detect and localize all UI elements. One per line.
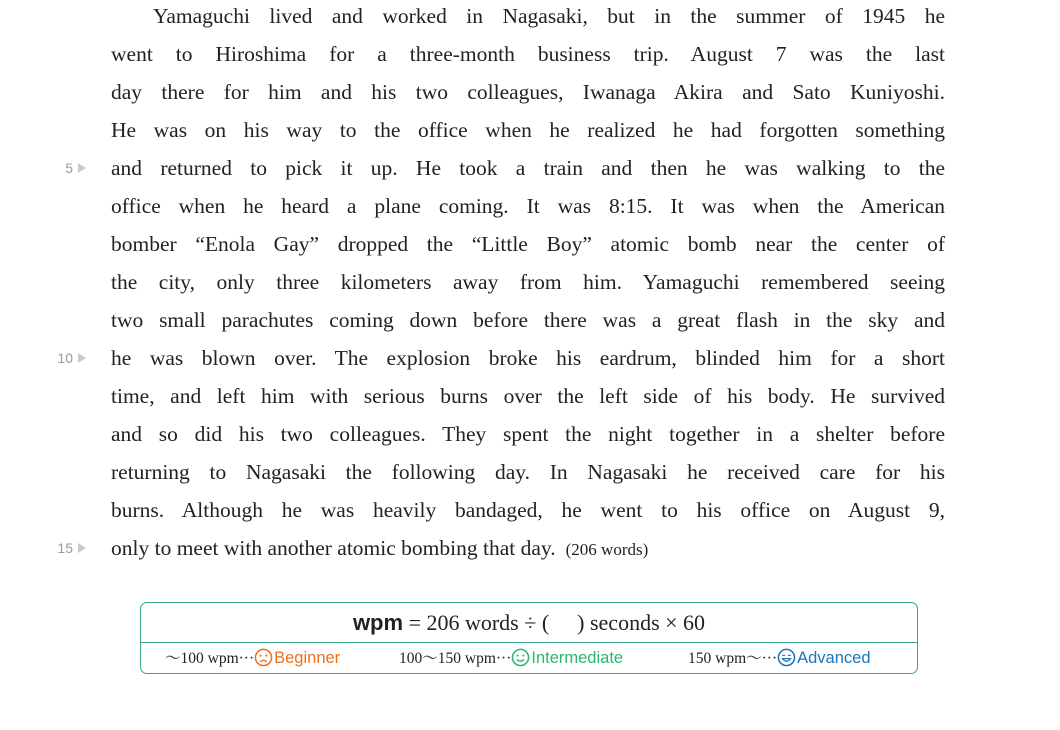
triangle-marker-icon: [78, 163, 86, 173]
line-number: 15: [57, 540, 73, 556]
sad-face-icon: [254, 648, 273, 667]
passage-line: He was on his way to the office when he realized he had forgotten something: [111, 118, 945, 142]
level-name: Advanced: [797, 649, 871, 667]
passage-line: Yamaguchi lived and worked in Nagasaki, but in the summer of 1945 he: [153, 4, 945, 28]
line-number-marker: [0, 529, 86, 567]
passage-line: two small parachutes coming down before there was a great flash in the sky and: [111, 308, 945, 332]
wpm-calculator-box: [140, 602, 918, 674]
level-range: ～100 wpm···: [165, 650, 255, 667]
level-range: 150 wpm～···: [688, 650, 778, 667]
passage-line-last: [111, 529, 945, 567]
level-name: Intermediate: [531, 649, 624, 667]
wpm-label: wpm: [352, 610, 404, 635]
passage-line: and returned to pick it up. He took a train and then he was walking to the: [111, 156, 945, 180]
passage-line: went to Hiroshima for a three-month business trip. August 7 was the last: [111, 42, 945, 66]
line-number: 10: [57, 350, 73, 366]
wpm-formula: [141, 603, 917, 643]
passage-line: bomber “Enola Gay” dropped the “Little Boy” atomic bomb near the center of: [111, 232, 945, 256]
passage-line: and so did his two colleagues. They spent the night together in a shelter before: [111, 422, 945, 446]
smile-face-icon: [511, 648, 530, 667]
level-beginner: [165, 643, 340, 674]
triangle-marker-icon: [78, 543, 86, 553]
line-number: 5: [65, 160, 73, 176]
grin-face-icon: [777, 648, 796, 667]
passage-line: day there for him and his two colleagues, Iwanaga Akira and Sato Kuniyoshi.: [111, 80, 945, 104]
level-name: Beginner: [274, 649, 341, 667]
passage-line-text: only to meet with another atomic bombing that day.: [111, 536, 556, 560]
line-number-marker: [0, 339, 86, 377]
word-count: (206 words): [565, 540, 649, 559]
passage-line: the city, only three kilometers away from him. Yamaguchi remembered seeing: [111, 270, 945, 294]
passage-line: burns. Although he was heavily bandaged, he went to his office on August 9,: [111, 498, 945, 522]
wpm-formula-part1: = 206 words ÷ (: [408, 610, 550, 635]
wpm-formula-part2: ) seconds × 60: [577, 610, 706, 635]
passage-line: he was blown over. The explosion broke his eardrum, blinded him for a short: [111, 346, 945, 370]
level-advanced: [688, 643, 871, 674]
triangle-marker-icon: [78, 353, 86, 363]
passage-line: returning to Nagasaki the following day. In Nagasaki he received care for his: [111, 460, 945, 484]
level-intermediate: [399, 643, 623, 674]
passage-line: time, and left him with serious burns over the left side of his body. He survived: [111, 384, 945, 408]
level-range: 100～150 wpm···: [399, 650, 512, 667]
line-number-marker: [0, 149, 86, 187]
passage-line: office when he heard a plane coming. It was 8:15. It was when the American: [111, 194, 945, 218]
wpm-levels: [141, 643, 917, 673]
